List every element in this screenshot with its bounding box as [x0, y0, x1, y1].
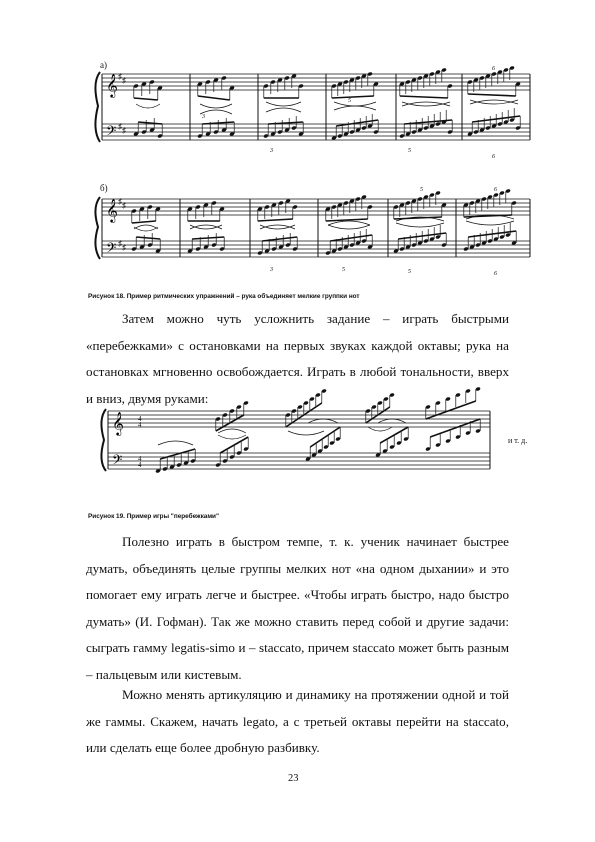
bass-clef-icon: 𝄢 [106, 123, 117, 142]
treble-clef-icon: 𝄞 [112, 411, 124, 435]
svg-text:5: 5 [348, 98, 351, 104]
svg-text:♯: ♯ [122, 76, 126, 85]
svg-text:6: 6 [492, 154, 495, 160]
svg-text:♯: ♯ [122, 201, 126, 210]
tuplet-labels-18a [201, 66, 495, 160]
figure-18b-score [90, 185, 540, 285]
bass-clef-icon: 𝄢 [106, 240, 117, 259]
svg-text:4: 4 [138, 421, 142, 429]
staff-lines [102, 74, 530, 140]
figure-18b-label: б) [100, 183, 108, 193]
svg-text:5: 5 [342, 267, 345, 273]
svg-text:5: 5 [408, 269, 411, 275]
figure-18a-label: a) [100, 60, 107, 70]
svg-text:5: 5 [420, 187, 423, 193]
figure-18-caption: Рисунок 18. Пример ритмических упражнений – рука объединяет мелкие группки нот [88, 293, 360, 300]
svg-text:♯: ♯ [122, 126, 126, 135]
figure-19-score [98, 393, 518, 503]
svg-text:♯: ♯ [118, 122, 122, 131]
paragraph-1: Затем можно чуть усложнить задание – играть быстрыми «перебежками» с остановками на первых звуках каждой октавы; рука на остановках мгновенно освобождается. Играть в любой тональности, вверх и вниз, двумя руками: [86, 311, 509, 406]
svg-text:♯: ♯ [118, 72, 122, 81]
svg-text:4: 4 [138, 461, 142, 469]
svg-text:♯: ♯ [122, 243, 126, 252]
svg-text:3: 3 [270, 267, 273, 273]
svg-text:♯: ♯ [118, 197, 122, 206]
svg-text:5: 5 [408, 148, 411, 154]
svg-text:6: 6 [494, 271, 497, 277]
treble-clef-icon: 𝄞 [106, 198, 118, 222]
svg-text:3: 3 [202, 114, 205, 120]
figure-18a-score [90, 62, 540, 167]
paragraph-2: Полезно играть в быстром темпе, т. к. ученик начинает быстрее думать, объединять целые группы мелких нот «на одном дыхании» и это помогает ему играть легче и быстрее. «Чтобы играть быстро, надо быстро думать» (И. Гофман). Так же можно ставить перед собой и другие задачи: сыграть гамму legatis-simo и – staccato, причем staccato может быть разным – пальцевым или кистевым. [86, 534, 509, 682]
svg-text:3: 3 [270, 148, 273, 154]
page-number: 23 [288, 773, 299, 784]
bass-clef-icon: 𝄢 [112, 452, 123, 471]
svg-text:4: 4 [138, 455, 142, 463]
figure-19-etc: и т. д. [508, 436, 528, 445]
svg-text:4: 4 [138, 415, 142, 423]
svg-text:6: 6 [492, 66, 495, 72]
figure-19-caption: Рисунок 19. Пример игры "перебежками" [88, 513, 220, 520]
svg-text:6: 6 [494, 187, 497, 193]
treble-clef-icon: 𝄞 [106, 73, 118, 97]
barlines [102, 74, 530, 140]
paragraph-3: Можно менять артикуляцию и динамику на протяжении одной и той же гаммы. Скажем, начать legato, а с третьей октавы перейти на staccato, или сделать еще более дробную разбивку. [86, 687, 509, 755]
svg-text:♯: ♯ [118, 239, 122, 248]
